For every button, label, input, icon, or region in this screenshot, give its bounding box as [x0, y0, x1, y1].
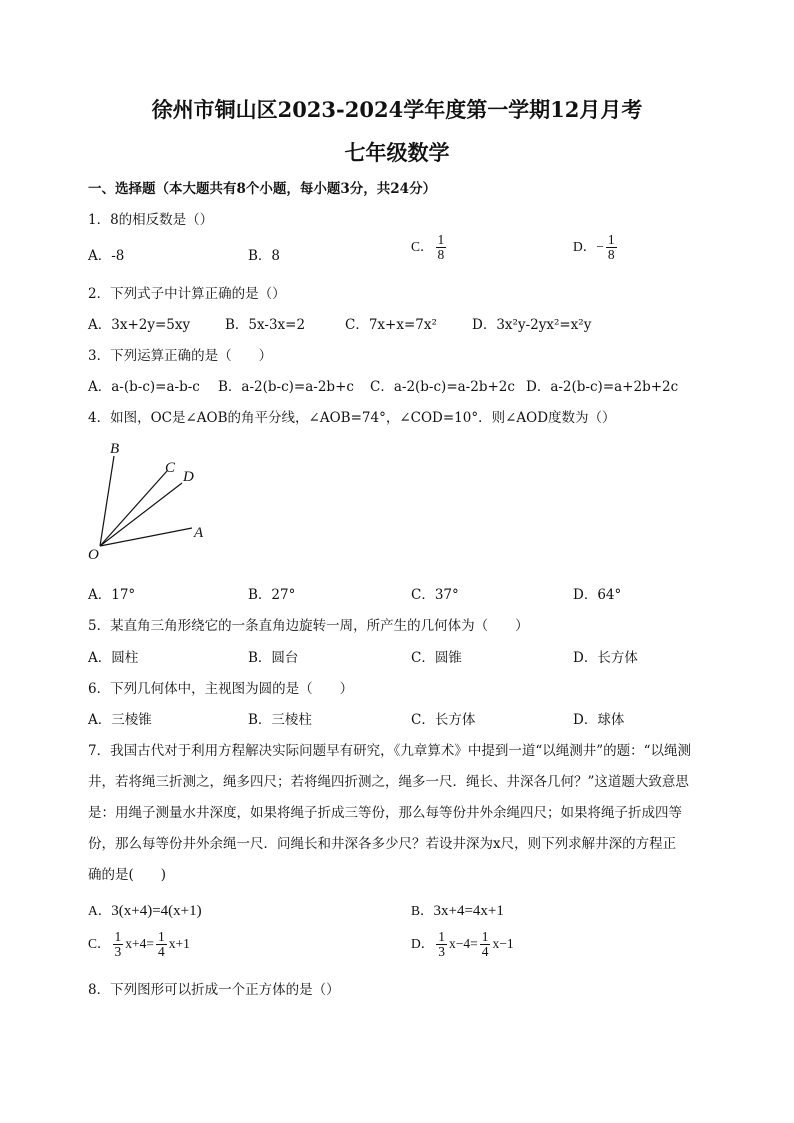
denominator: 3 — [114, 944, 122, 960]
q6-option-d: D．球体 — [573, 712, 625, 728]
q3-option-d: D．a-2(b-c)=a+2b+2c — [526, 379, 679, 395]
denominator: 4 — [481, 944, 489, 960]
q5-option-d: D．长方体 — [573, 650, 638, 666]
q5-option-c: C．圆锥 — [411, 650, 462, 666]
numerator: 1 — [481, 929, 489, 944]
question-7-line-1: 7．我国古代对于利用方程解决实际问题早有研究，《九章算术》中提到一道“以绳测井”的题：“以绳测 — [88, 743, 692, 759]
question-4-stem: 4．如图，OC是∠AOB的角平分线，∠AOB=74°，∠COD=10°．则∠AOD度数为（） — [88, 410, 616, 426]
numerator: 1 — [607, 232, 615, 247]
q4-option-d: D．64° — [573, 587, 622, 603]
q7-option-a — [88, 899, 202, 920]
q7-option-d-label: D． — [411, 935, 435, 951]
question-5-stem: 5．某直角三角形绕它的一条直角边旋转一周，所产生的几何体为（ ） — [88, 618, 529, 634]
q2-option-c: C．7x+x=7x² — [345, 317, 437, 333]
q7-option-c-end: x+1 — [168, 935, 190, 951]
numerator: 1 — [158, 929, 165, 944]
q7-option-c-label: C． — [88, 935, 111, 951]
label-d: D — [183, 469, 194, 485]
question-7-line-4: 份，那么每等份井外余绳一尺．问绳长和井深各多少尺？若设井深为x尺，则下列求解井深的方程正 — [88, 836, 677, 852]
q7-option-d-end: x−1 — [492, 935, 514, 951]
denominator: 4 — [158, 944, 165, 960]
label-c: C — [165, 460, 176, 476]
q1-option-d — [573, 233, 619, 262]
q1-option-c-label: C． — [411, 238, 434, 254]
numerator: 1 — [437, 232, 445, 247]
q4-option-c: C．37° — [411, 587, 459, 603]
q7-option-d — [411, 930, 514, 959]
q7-option-b — [411, 899, 504, 920]
q5-option-a: A．圆柱 — [88, 650, 139, 666]
question-7-line-3: 是：用绳子测量水井深度，如果将绳子折成三等份，那么每等份井外余绳四尺；如果将绳子折成四等 — [88, 805, 682, 821]
question-6-stem: 6．下列几何体中，主视图为圆的是（ ） — [88, 681, 354, 697]
q7-option-d-mid: x−4= — [449, 935, 478, 951]
fraction — [606, 233, 617, 262]
q2-option-d: D．3x²y-2yx²=x²y — [472, 317, 592, 333]
q4-option-a: A．17° — [88, 587, 136, 603]
q2-option-a: A．3x+2y=5xy — [88, 317, 191, 333]
ray-od — [100, 483, 182, 546]
angle-figure — [84, 436, 224, 566]
question-3-stem: 3．下列运算正确的是（ ） — [88, 348, 273, 364]
fraction — [436, 233, 447, 262]
section-heading: 一、选择题（本大题共有8个小题，每小题3分，共24分） — [88, 181, 437, 197]
q7-option-b-expr: 3x+4=4x+1 — [433, 903, 504, 919]
question-7-line-5: 确的是( ) — [88, 867, 167, 883]
q6-option-c: C．长方体 — [411, 712, 476, 728]
q3-option-b: B．a-2(b-c)=a-2b+c — [218, 379, 354, 395]
question-1-stem: 1．8的相反数是（） — [88, 212, 214, 228]
numerator: 1 — [114, 929, 122, 944]
fraction — [480, 930, 491, 959]
q3-option-a: A．a-(b-c)=a-b-c — [88, 379, 200, 395]
q7-option-a-label: A． — [88, 903, 112, 918]
q7-option-c-mid: x+4= — [125, 935, 154, 951]
q6-option-a: A．三棱锥 — [88, 712, 152, 728]
q5-option-b: B．圆台 — [248, 650, 299, 666]
q7-option-a-expr: 3(x+4)=4(x+1) — [111, 903, 202, 919]
label-o: O — [88, 547, 99, 563]
fraction — [113, 930, 124, 959]
page-title: 徐州市铜山区2023-2024学年度第一学期12月月考 — [151, 97, 643, 122]
fraction — [436, 930, 447, 959]
label-b: B — [110, 441, 120, 457]
question-8-stem: 8．下列图形可以折成一个正方体的是（） — [88, 982, 340, 998]
numerator: 1 — [438, 929, 445, 944]
q7-option-b-label: B． — [411, 903, 434, 918]
denominator: 8 — [437, 247, 445, 263]
label-a: A — [194, 525, 204, 541]
denominator: 3 — [438, 944, 445, 960]
q3-option-c: C．a-2(b-c)=a-2b+2c — [370, 379, 515, 395]
q7-option-c — [88, 930, 190, 959]
q4-option-b: B．27° — [248, 587, 296, 603]
q6-option-b: B．三棱柱 — [248, 712, 312, 728]
fraction — [156, 930, 167, 959]
q2-option-b: B．5x-3x=2 — [225, 317, 306, 333]
q1-option-d-label: D．− — [573, 238, 604, 254]
q1-option-b: B．8 — [248, 248, 281, 264]
denominator: 8 — [607, 247, 615, 263]
question-7-line-2: 井，若将绳三折测之，绳多四尺；若将绳四折测之，绳多一尺．绳长、井深各几何？”这道题大致意思 — [88, 774, 689, 790]
page-subtitle: 七年级数学 — [344, 140, 450, 165]
question-2-stem: 2．下列式子中计算正确的是（） — [88, 286, 286, 302]
q1-option-c — [411, 233, 448, 262]
q1-option-a: A．-8 — [88, 248, 125, 264]
